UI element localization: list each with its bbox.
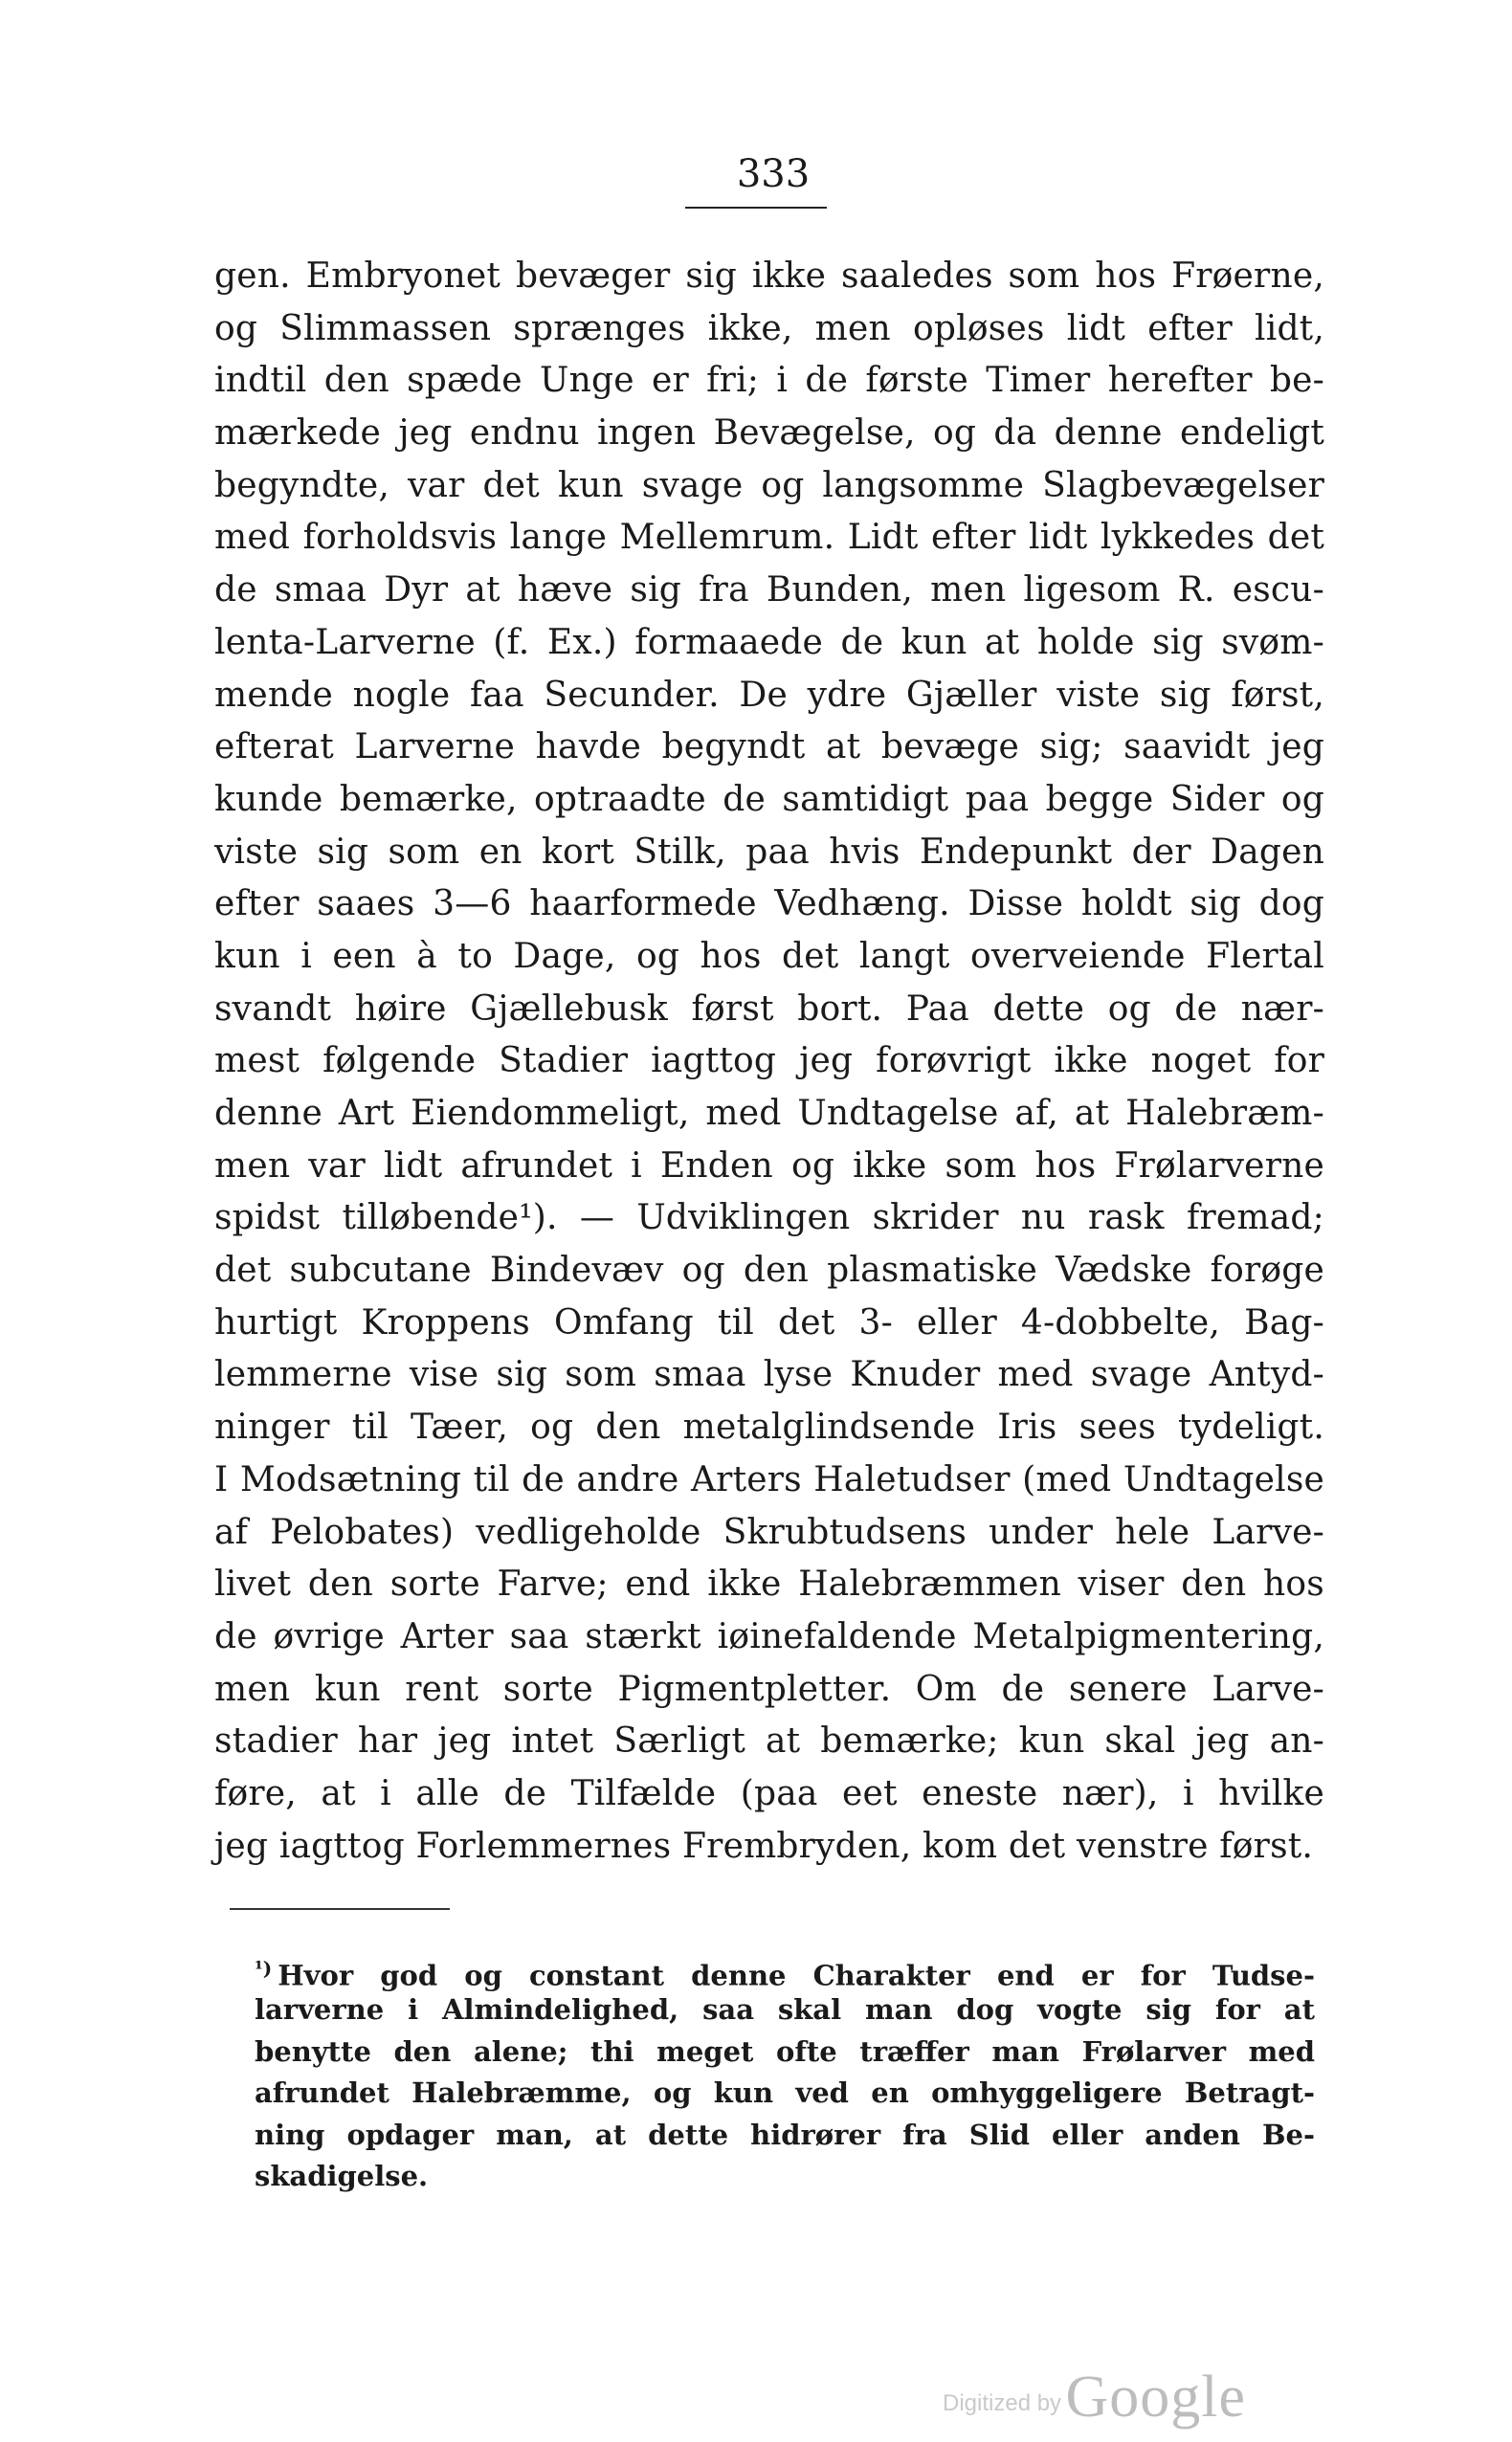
body-text xyxy=(214,251,1324,1873)
footnote-line: afrundet Halebræmme, og kun ved en omhyggeligere Betragt- xyxy=(255,2076,1315,2110)
text-line: efterat Larverne havde begyndt at bevæge sig; saavidt jeg xyxy=(214,727,1324,767)
text-line: de smaa Dyr at hæve sig fra Bunden, men ligesom R. escu- xyxy=(214,570,1324,610)
text-line: viste sig som en kort Stilk, paa hvis Endepunkt der Dagen xyxy=(214,832,1324,872)
text-line: men kun rent sorte Pigmentpletter. Om de senere Larve- xyxy=(214,1669,1324,1709)
footnote-line: skadigelse. xyxy=(255,2159,429,2192)
text-line: jeg iagttog Forlemmernes Frembryden, kom det venstre først. xyxy=(214,1826,1314,1866)
text-line: lemmerne vise sig som smaa lyse Knuder med svage Antyd- xyxy=(214,1355,1324,1395)
page-number: 333 xyxy=(736,152,811,196)
footnote-line: ning opdager man, at dette hidrører fra Slid eller anden Be- xyxy=(255,2118,1315,2151)
text-line: stadier har jeg intet Særligt at bemærke; kun skal jeg an- xyxy=(214,1721,1324,1762)
text-line: efter saaes 3—6 haarformede Vedhæng. Disse holdt sig dog xyxy=(214,884,1324,924)
text-line: gen. Embryonet bevæger sig ikke saaledes som hos Frøerne, xyxy=(214,256,1324,296)
text-line: mende nogle faa Secunder. De ydre Gjæller viste sig først, xyxy=(214,675,1324,715)
text-line: mærkede jeg endnu ingen Bevægelse, og da denne endeligt xyxy=(214,413,1324,454)
text-line: indtil den spæde Unge er fri; i de første Timer herefter be- xyxy=(214,361,1324,401)
text-line: og Slimmassen sprænges ikke, men opløses lidt efter lidt, xyxy=(214,308,1324,348)
text-line: I Modsætning til de andre Arters Haletudser (med Undtagelse xyxy=(214,1459,1324,1499)
footnote-line-text: Hvor god og constant denne Charakter end er for Tudse- xyxy=(278,1959,1315,1992)
footnote-marker: ¹) xyxy=(255,1957,273,1980)
text-line: hurtigt Kroppens Omfang til det 3- eller 4-dobbelte, Bag- xyxy=(214,1302,1324,1343)
google-logo: Google xyxy=(1065,2364,1247,2430)
footnote xyxy=(255,1948,1315,2197)
text-line: det subcutane Bindevæv og den plasmatiske Vædske forøge xyxy=(214,1251,1324,1291)
text-line: de øvrige Arter saa stærkt iøinefaldende Metalpigmentering, xyxy=(214,1616,1324,1656)
watermark-prefix: Digitized by xyxy=(943,2390,1062,2416)
footnote-line xyxy=(255,1948,1315,1992)
text-line: denne Art Eiendommeligt, med Undtagelse af, at Halebræm- xyxy=(214,1094,1324,1133)
page-number-rule xyxy=(685,207,827,209)
text-line: med forholdsvis lange Mellemrum. Lidt efter lidt lykkedes det xyxy=(214,518,1324,558)
footnote-line: benytte den alene; thi meget ofte træffer man Frølarver med xyxy=(255,2034,1315,2068)
text-line: mest følgende Stadier iagttog jeg forøvrigt ikke noget for xyxy=(214,1041,1324,1081)
text-line: føre, at i alle de Tilfælde (paa eet eneste nær), i hvilke xyxy=(214,1773,1324,1813)
text-line: begyndte, var det kun svage og langsomme Slagbevægelser xyxy=(214,465,1324,505)
footnote-line: larverne i Almindelighed, saa skal man dog vogte sig for at xyxy=(255,1993,1315,2027)
text-line: ninger til Tæer, og den metalglindsende Iris sees tydeligt. xyxy=(214,1408,1324,1448)
text-line: livet den sorte Farve; end ikke Halebræmmen viser den hos xyxy=(214,1565,1324,1605)
text-line: kun i een à to Dage, og hos det langt overveiende Flertal xyxy=(214,936,1324,976)
text-line: svandt høire Gjællebusk først bort. Paa dette og de nær- xyxy=(214,988,1324,1029)
footnote-separator xyxy=(230,1908,450,1910)
text-line: men var lidt afrundet i Enden og ikke som hos Frølarverne xyxy=(214,1145,1324,1186)
google-watermark xyxy=(943,2364,1246,2431)
text-line: spidst tilløbende¹). — Udviklingen skrider nu rask fremad; xyxy=(214,1198,1324,1238)
text-line: lenta-Larverne (f. Ex.) formaaede de kun at holde sig svøm- xyxy=(214,622,1324,662)
text-line: af Pelobates) vedligeholde Skrubtudsens under hele Larve- xyxy=(214,1512,1324,1552)
text-line: kunde bemærke, optraadte de samtidigt paa begge Sider og xyxy=(214,779,1324,819)
